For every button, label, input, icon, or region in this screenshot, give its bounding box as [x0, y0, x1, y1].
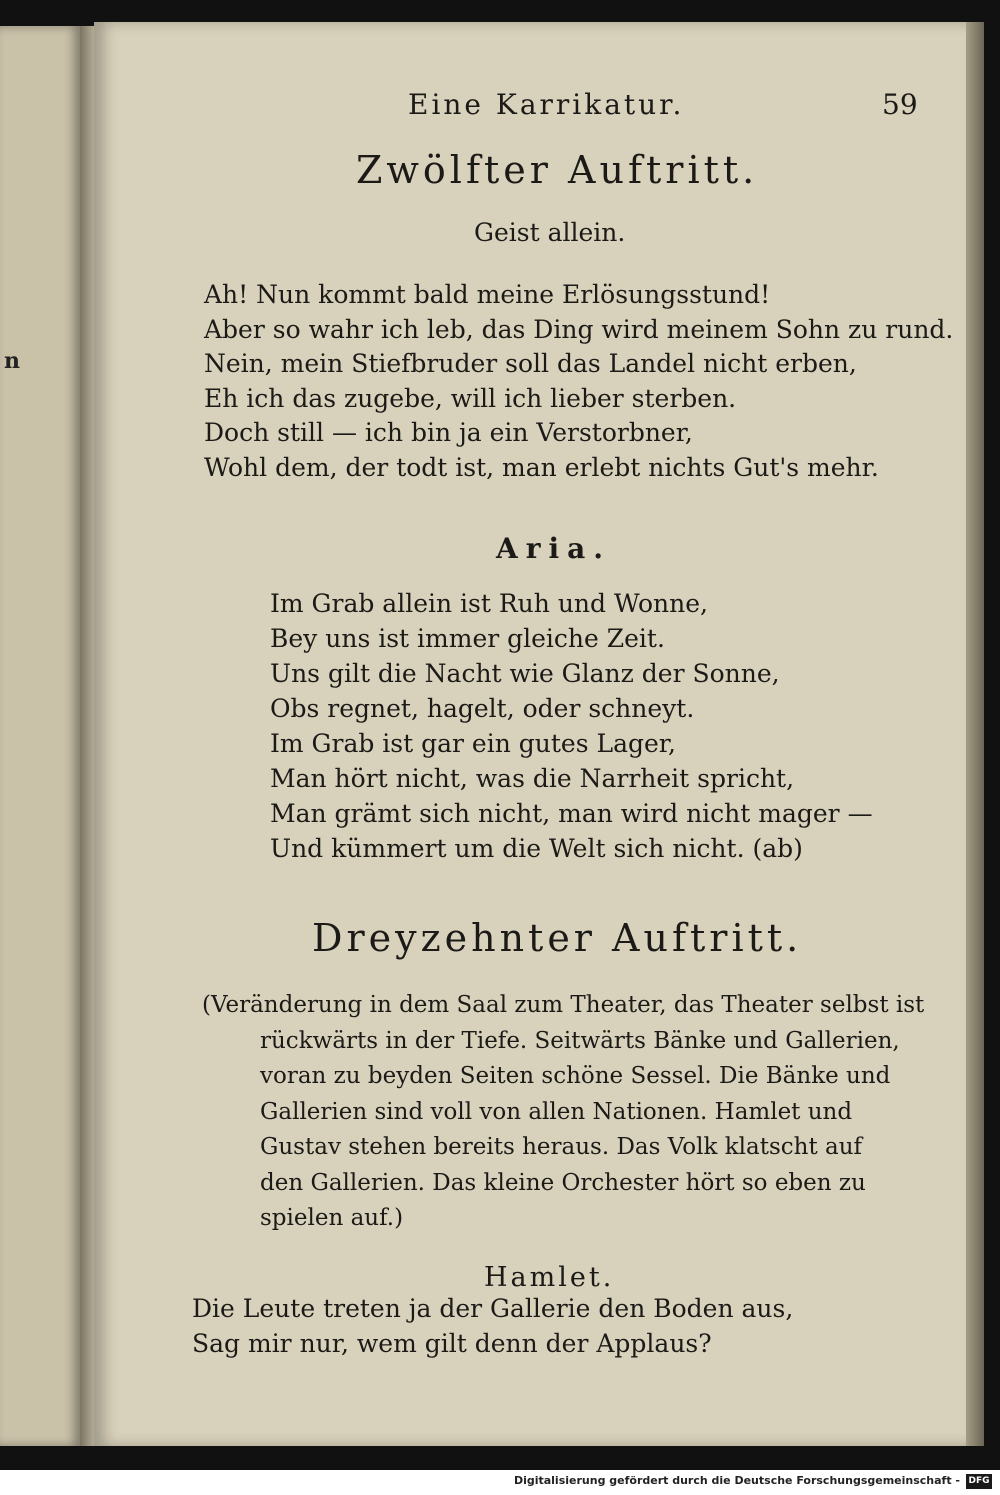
verse-line: Eh ich das zugebe, will ich lieber sterben.	[204, 383, 737, 413]
aria-title: Aria.	[496, 532, 612, 565]
dfg-logo: DFG	[966, 1474, 992, 1489]
scene-13-title: Dreyzehnter Auftritt.	[312, 916, 803, 960]
verse-line: Nein, mein Stiefbruder soll das Landel nicht erben,	[204, 349, 857, 378]
running-head: Eine Karrikatur.	[408, 88, 685, 121]
scene-12-stage-note: Geist allein.	[474, 218, 626, 247]
footer-credit: Digitalisierung gefördert durch die Deutsche Forschungsgemeinschaft -	[513, 1474, 960, 1487]
page-edge	[966, 22, 984, 1446]
verse-line: Uns gilt die Nacht wie Glanz der Sonne,	[270, 659, 780, 688]
left-page-mark: n	[4, 348, 20, 374]
verse-line: Und kümmert um die Welt sich nicht. (ab)	[270, 834, 803, 863]
scene-13-stage-direction	[202, 988, 925, 1237]
book-gutter	[80, 26, 94, 1446]
stage-direction-line: (Veränderung in dem Saal zum Theater, das Theater selbst ist	[202, 992, 925, 1018]
verse-line: Aber so wahr ich leb, das Ding wird meinem Sohn zu rund.	[204, 314, 954, 344]
stage-direction-line: Gustav stehen bereits heraus. Das Volk klatscht auf	[260, 1134, 863, 1160]
verse-line: Man grämt sich nicht, man wird nicht mager —	[270, 799, 873, 828]
verse-line: Doch still — ich bin ja ein Verstorbner,	[204, 418, 693, 447]
stage-direction-line: voran zu beyden Seiten schöne Sessel. Die Bänke und	[260, 1063, 891, 1089]
stage-direction-line: Gallerien sind voll von allen Nationen. Hamlet und	[260, 1098, 853, 1125]
verse-line: Sag mir nur, wem gilt denn der Applaus?	[192, 1328, 712, 1358]
verse-line: Man hört nicht, was die Narrheit spricht,	[270, 764, 795, 793]
aria-verse	[270, 586, 873, 866]
left-page	[0, 26, 80, 1446]
verse-line: Wohl dem, der todt ist, man erlebt nichts Gut's mehr.	[204, 452, 879, 482]
page-number: 59	[882, 88, 918, 121]
stage-direction-line: den Gallerien. Das kleine Orchester hört so eben zu	[260, 1169, 866, 1196]
stage-direction-line: rückwärts in der Tiefe. Seitwärts Bänke und Gallerien,	[260, 1027, 900, 1054]
verse-line: Die Leute treten ja der Gallerie den Boden aus,	[192, 1294, 794, 1323]
footer-bar	[0, 1470, 1000, 1495]
scene-13-verse	[192, 1292, 793, 1361]
scene-12-verse	[204, 278, 953, 485]
scene-12-title: Zwölfter Auftritt.	[356, 148, 759, 192]
verse-line: Im Grab ist gar ein gutes Lager,	[270, 729, 676, 758]
speaker-name: Hamlet.	[484, 1262, 615, 1293]
verse-line: Obs regnet, hagelt, oder schneyt.	[270, 694, 695, 723]
verse-line: Ah! Nun kommt bald meine Erlösungsstund!	[204, 280, 771, 309]
verse-line: Bey uns ist immer gleiche Zeit.	[270, 624, 665, 653]
stage-direction-line: spielen auf.)	[260, 1205, 404, 1231]
verse-line: Im Grab allein ist Ruh und Wonne,	[270, 589, 708, 618]
